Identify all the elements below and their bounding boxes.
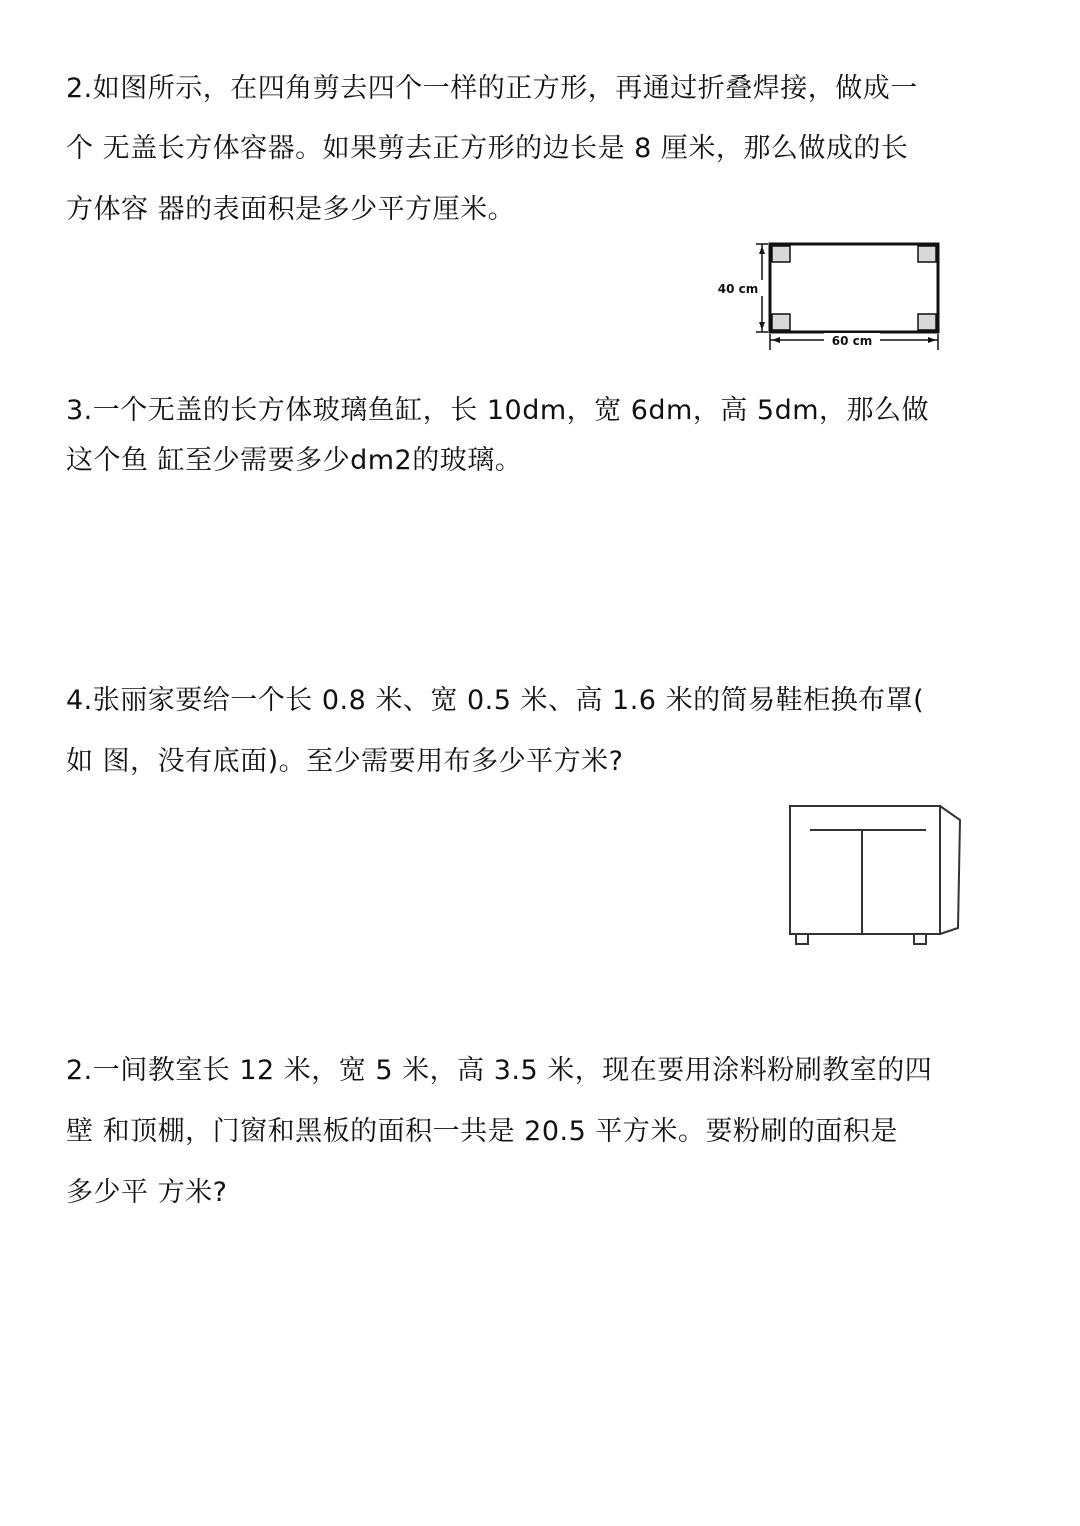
question-3-line-2: 这个鱼 缸至少需要多少dm2的玻璃。 [66,445,523,476]
shoe-cabinet-diagram [786,800,966,948]
question-4-line-1: 4.张丽家要给一个长 0.8 米、宽 0.5 米、高 1.6 米的简易鞋柜换布罩( [66,685,925,716]
sheet-rectangle [770,244,938,332]
cut-corners-diagram [708,236,948,356]
question-2-line-2: 个 无盖长方体容器。如果剪去正方形的边长是 8 厘米，那么做成的长 [66,133,909,164]
question-4-line-2: 如 图，没有底面)。至少需要用布多少平方米? [66,746,624,777]
question-2b-line-1: 2.一间教室长 12 米，宽 5 米，高 3.5 米，现在要用涂料粉刷教室的四 [66,1055,933,1086]
width-label: 60 cm [831,334,873,348]
question-2b-line-2: 壁 和顶棚，门窗和黑板的面积一共是 20.5 平方米。要粉刷的面积是 [66,1116,898,1147]
question-2-line-3: 方体容 器的表面积是多少平方厘米。 [66,194,516,225]
cabinet-front [790,806,940,934]
question-2-line-1: 2.如图所示，在四角剪去四个一样的正方形，再通过折叠焊接，做成一 [66,73,918,104]
question-2b-line-3: 多少平 方米? [66,1177,228,1208]
question-3-line-1: 3.一个无盖的长方体玻璃鱼缸，长 10dm，宽 6dm，高 5dm，那么做 [66,395,930,426]
corner-squares [772,246,936,330]
height-label: 40 cm [717,282,759,296]
